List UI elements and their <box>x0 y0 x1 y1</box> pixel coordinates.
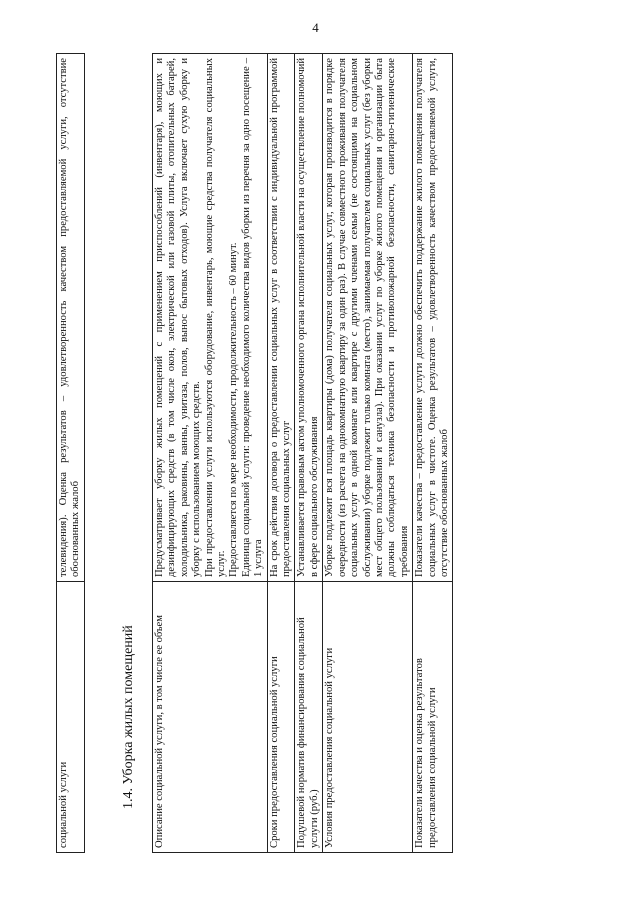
row-label: Условия предоставления социальной услуги <box>323 582 413 853</box>
row-label: Подушевой норматив финансирования социальной услуги (руб.) <box>295 582 323 853</box>
paragraph: Предусматривает уборку жилых помещений с применением приспособлений (инвентаря), моющих и дезинфицирующих средств (в том числе окон, электрической или газовой плиты, отопительных батарей, холодильника, раковины, ванны, унитаза, полов, вынос бытовых отходов). Услуга включает сухую уборку и уборку с использованием моющих средств. <box>154 58 203 577</box>
table-cell-label: социальной услуги <box>57 582 85 853</box>
table-cell-value: телевидения). Оценка результатов – удовлетворенность качеством предоставляемой услуги, отсутствие обоснованных жалоб <box>57 54 85 582</box>
paragraph: Единица социальной услуги: проведение необходимого количества видов уборки из перечня за одно посещение – 1 услуга <box>240 58 265 577</box>
row-label: Показатели качества и оценка результатов предоставления социальной услуги <box>413 582 453 853</box>
table-row <box>267 54 295 853</box>
row-content <box>295 54 323 582</box>
paragraph: Уборке подлежит вся площадь квартиры (дома) получателя социальных услуг, которая производится в порядке очередности (из расчета на однокомнатную квартиру за один раз). В случае совместного проживания получателя социальных услуг в одной комнате или квартире с другими членами семьи (не состоящими на социальном обслуживании) уборке подлежит только комната (место), занимаемая получателем социальных услуг (без уборки мест общего пользования и санузла). При оказании услуг по уборке жилого помещения и организации быта должны соблюдаться техника безопасности и противопожарной безопасности, санитарно-гигиенические требования <box>324 58 410 577</box>
paragraph: Устанавливается правовым актом уполномоченного органа исполнительной власти на осуществление полномочий в сфере социального обслуживания <box>296 58 320 577</box>
paragraph: При предоставлении услуги используются оборудование, инвентарь, моющие средства получателя социальных услуг. <box>203 58 228 577</box>
row-content <box>323 54 413 582</box>
service-table <box>152 53 453 853</box>
row-content <box>413 54 453 582</box>
row-label: Сроки предоставления социальной услуги <box>267 582 295 853</box>
table-row <box>295 54 323 853</box>
table-row <box>153 54 268 853</box>
paragraph: Показатели качества – предоставление услуги должно обеспечить поддержание жилого помещения получателя социальных услуг в чистоте. Оценка результатов – удовлетворенность качеством предоставляемой услуги, отсутствие обоснованных жалоб <box>414 58 450 577</box>
section-heading: 1.4. Уборка жилых помещений <box>121 625 136 809</box>
row-content <box>153 54 268 582</box>
paragraph: Предоставляется по мере необходимости, продолжительность – 60 минут. <box>228 242 240 577</box>
paragraph: На срок действия договора о предоставлении социальных услуг в соответствии с индивидуальной программой предоставления социальных услуг <box>268 58 293 577</box>
row-content <box>267 54 295 582</box>
page-number: 4 <box>312 20 319 35</box>
table-row <box>57 54 85 853</box>
row-label: Описание социальной услуги, в том числе ее объем <box>153 582 268 853</box>
table-row <box>413 54 453 853</box>
continued-table <box>56 53 85 853</box>
table-row <box>323 54 413 853</box>
